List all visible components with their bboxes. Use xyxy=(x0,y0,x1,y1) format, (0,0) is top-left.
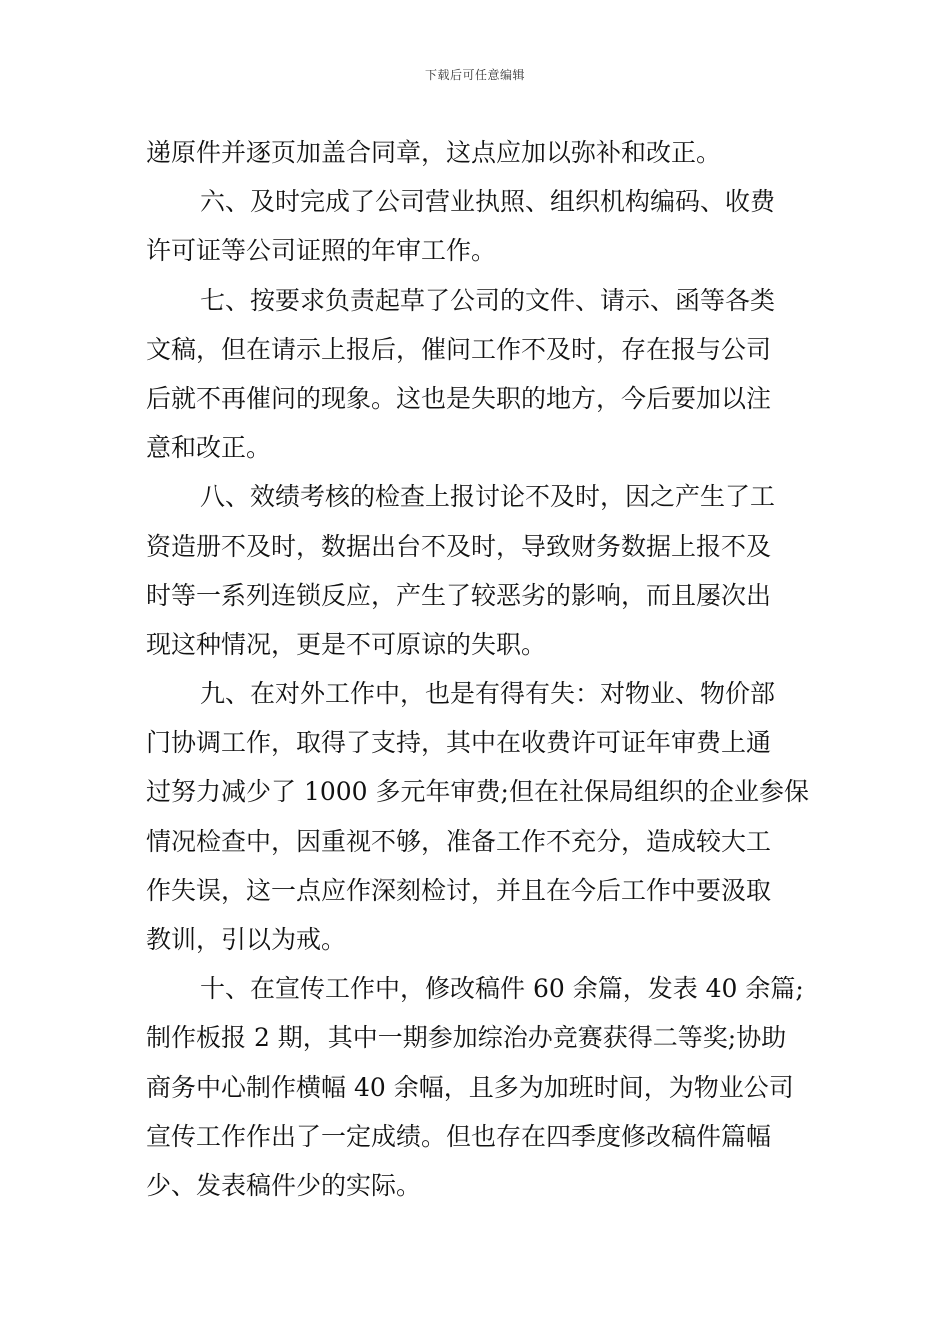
text-line: 十、在宣传工作中，修改稿件 60 余篇，发表 40 余篇; xyxy=(200,974,804,1004)
text-line: 制作板报 2 期，其中一期参加综治办竞赛获得二等奖;协助 xyxy=(146,1023,787,1053)
text-line: 资造册不及时，数据出台不及时，导致财务数据上报不及 xyxy=(146,531,772,561)
text-line: 意和改正。 xyxy=(146,433,272,463)
text-line: 七、按要求负责起草了公司的文件、请示、函等各类 xyxy=(200,285,776,315)
text-line: 情况检查中，因重视不够，准备工作不充分，造成较大工 xyxy=(146,826,772,856)
text-line: 作失误，这一点应作深刻检讨，并且在今后工作中要汲取 xyxy=(146,875,772,905)
text-line: 八、效绩考核的检查上报讨论不及时，因之产生了工 xyxy=(200,482,776,512)
text-line: 教训，引以为戒。 xyxy=(146,925,347,954)
text-line: 过努力减少了 1000 多元年审费;但在社保局组织的企业参保 xyxy=(146,777,809,807)
document-body xyxy=(146,128,808,1210)
page-header: 下载后可任意编辑 xyxy=(424,68,525,82)
text-line: 门协调工作，取得了支持，其中在收费许可证年审费上通 xyxy=(146,728,772,758)
text-line: 递原件并逐页加盖合同章，这点应加以弥补和改正。 xyxy=(146,138,722,167)
text-line: 现这种情况，更是不可原谅的失职。 xyxy=(146,629,547,659)
text-line: 少、发表稿件少的实际。 xyxy=(146,1170,422,1200)
text-line: 许可证等公司证照的年审工作。 xyxy=(146,236,497,266)
text-line: 商务中心制作横幅 40 余幅，且多为加班时间，为物业公司 xyxy=(146,1072,794,1102)
text-line: 宣传工作作出了一定成绩。但也存在四季度修改稿件篇幅 xyxy=(146,1121,772,1151)
text-line: 九、在对外工作中，也是有得有失：对物业、物价部 xyxy=(200,679,776,709)
text-line: 六、及时完成了公司营业执照、组织机构编码、收费 xyxy=(200,187,776,217)
text-line: 时等一系列连锁反应，产生了较恶劣的影响，而且屡次出 xyxy=(146,580,772,610)
text-line: 后就不再催问的现象。这也是失职的地方，今后要加以注 xyxy=(146,383,772,413)
text-line: 文稿，但在请示上报后，催问工作不及时，存在报与公司 xyxy=(146,334,772,364)
